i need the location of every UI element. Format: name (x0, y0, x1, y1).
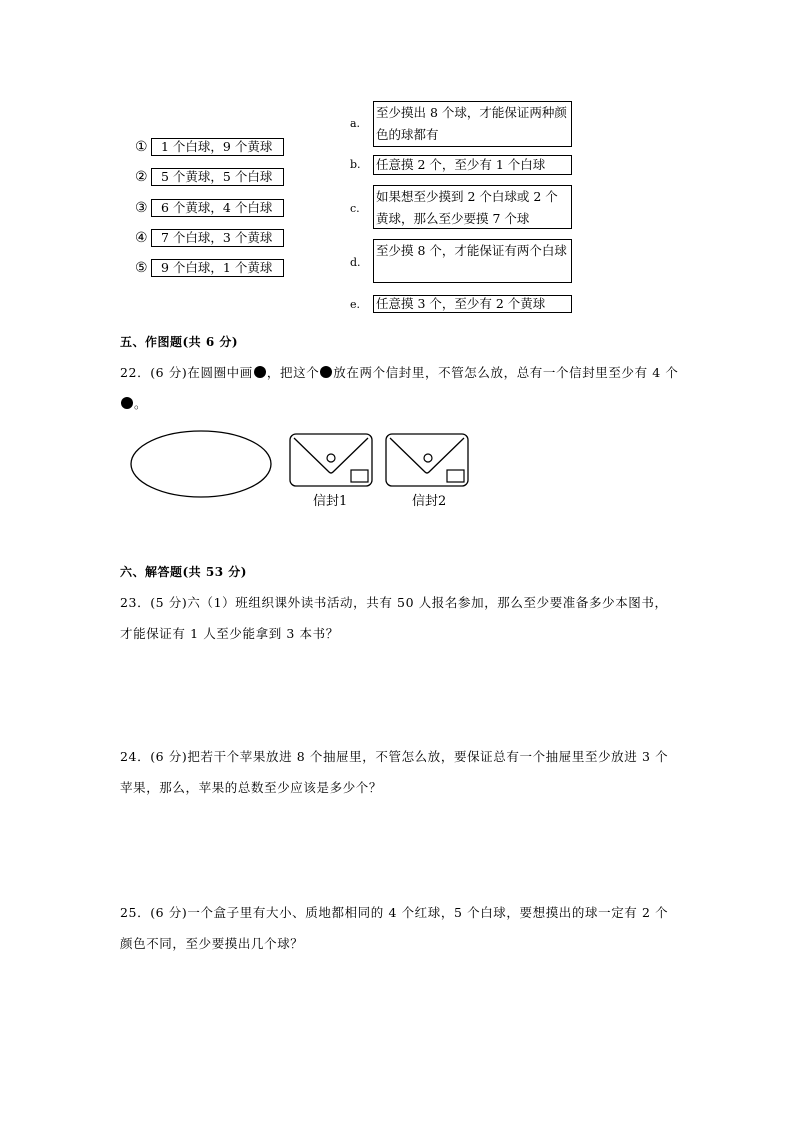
option-box: 5 个黄球，5 个白球 (151, 168, 284, 186)
question-25: 25．(6 分)一个盒子里有大小、质地都相同的 4 个红球，5 个白球，要想摸出的球一定有 2 个颜色不同，至少要摸出几个球？ (120, 905, 669, 951)
question-22-text-3: 放在两个信封里，不管怎么放，总有一个信封里至少有 4 个 (333, 365, 679, 380)
right-option-a: 至少摸出 8 个球，才能保证两种颜色的球都有 (373, 101, 572, 147)
black-dot-icon (320, 366, 332, 378)
envelope-2-icon (386, 434, 468, 486)
right-option-e: 任意摸 3 个，至少有 2 个黄球 (373, 295, 572, 313)
option-number: ③ (135, 199, 148, 216)
right-option-letter-c: c. (350, 202, 360, 215)
question-22-text-4: 。 (134, 396, 148, 411)
option-box: 6 个黄球，4 个白球 (151, 199, 284, 217)
option-box: 9 个白球，1 个黄球 (151, 259, 284, 277)
question-22-text-2: ，把这个 (266, 365, 320, 380)
option-number: ④ (135, 229, 148, 246)
circle-outline (131, 431, 271, 497)
question-22 (120, 357, 680, 419)
left-option-1 (135, 137, 284, 156)
option-number: ① (135, 138, 148, 155)
black-dot-icon (254, 366, 266, 378)
black-dot-icon (121, 397, 133, 409)
section-heading-6: 六、解答题(共 53 分) (120, 565, 247, 579)
left-option-5 (135, 258, 284, 277)
right-option-letter-a: a. (350, 117, 361, 130)
right-option-letter-b: b. (350, 158, 361, 171)
option-box: 7 个白球，3 个黄球 (151, 229, 284, 247)
right-option-c: 如果想至少摸到 2 个白球或 2 个黄球，那么至少要摸 7 个球 (373, 185, 572, 229)
question-24: 24．(6 分)把若干个苹果放进 8 个抽屉里，不管怎么放，要保证总有一个抽屉里至少放进 3 个苹果，那么，苹果的总数至少应该是多少个？ (120, 749, 669, 795)
option-number: ② (135, 168, 148, 185)
envelope-2-label: 信封2 (412, 494, 447, 509)
question-23: 23．(5 分)六（1）班组织课外读书活动，共有 50 人报名参加，那么至少要准备多少本图书，才能保证有 1 人至少能拿到 3 本书？ (120, 595, 668, 641)
left-option-2 (135, 167, 284, 186)
left-option-3 (135, 198, 284, 217)
option-box: 1 个白球，9 个黄球 (151, 138, 284, 156)
right-option-b: 任意摸 2 个，至少有 1 个白球 (373, 155, 572, 175)
envelope-1-label: 信封1 (313, 494, 348, 509)
section-heading-5: 五、作图题(共 6 分) (120, 335, 239, 349)
envelope-1-icon (290, 434, 372, 486)
left-option-4 (135, 228, 284, 247)
right-option-letter-d: d. (350, 256, 361, 269)
right-option-d: 至少摸 8 个，才能保证有两个白球 (373, 239, 572, 283)
right-option-letter-e: e. (350, 298, 361, 311)
question-22-text-1: 22．(6 分)在圆圈中画 (120, 365, 253, 380)
option-number: ⑤ (135, 259, 148, 276)
